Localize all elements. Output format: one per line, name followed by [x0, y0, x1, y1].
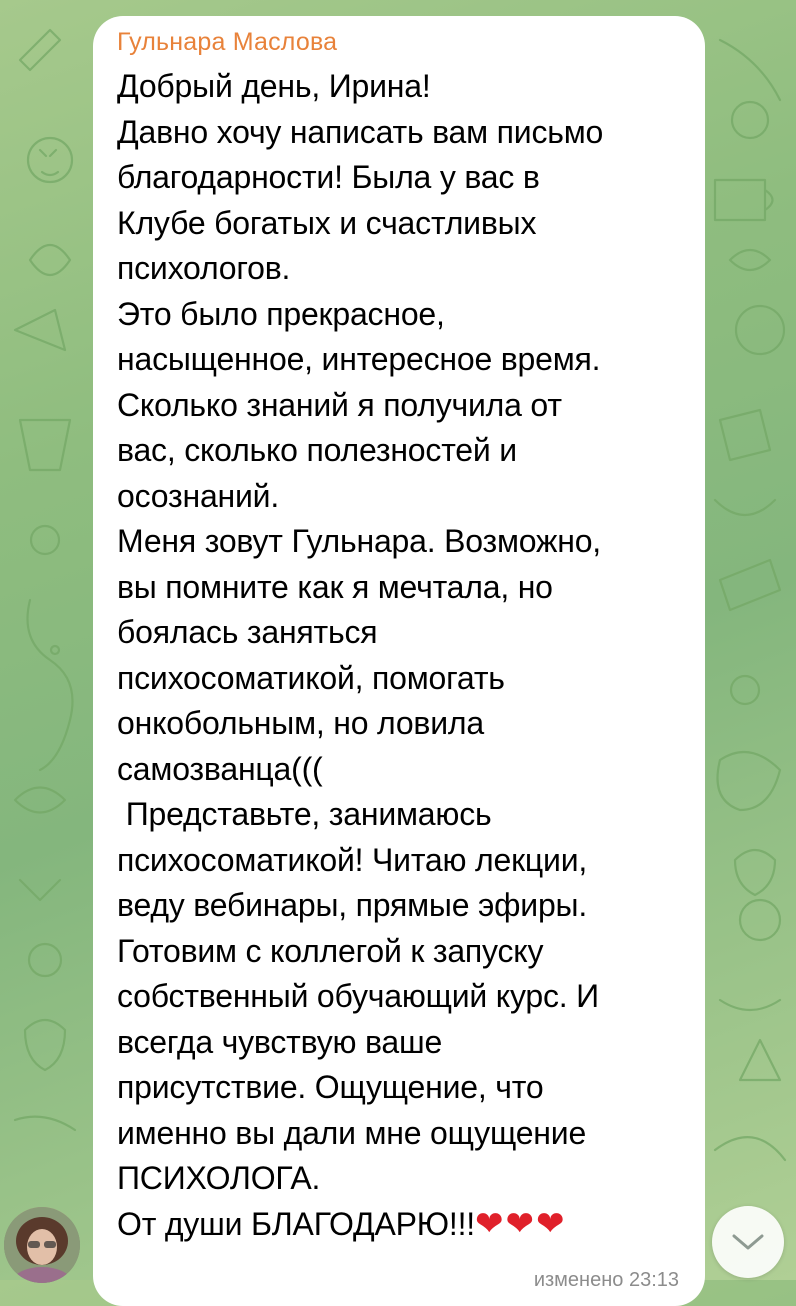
- message-line: психосоматикой, помогать: [117, 659, 505, 696]
- message-line: благодарности! Была у вас в: [117, 159, 540, 195]
- message-line: Готовим с коллегой к запуску: [117, 932, 544, 969]
- heart-emoji-icon: ❤❤❤: [474, 1204, 567, 1243]
- message-line: боялась заняться: [117, 614, 378, 650]
- chevron-down-icon: [731, 1232, 765, 1252]
- sender-avatar[interactable]: [4, 1207, 80, 1283]
- message-line: именно вы дали мне ощущение: [117, 1114, 587, 1151]
- message-line: собственный обучающий курс. И: [117, 978, 599, 1014]
- message-line: Это было прекрасное,: [117, 295, 445, 332]
- thanks-text: От души БЛАГОДАРЮ!!!: [117, 1205, 475, 1242]
- message-line: присутствие. Ощущение, что: [117, 1069, 544, 1105]
- message-line: Сколько знаний я получила от: [117, 386, 562, 423]
- message-line: Меня зовут Гульнара. Возможно,: [117, 523, 601, 559]
- message-line: насыщенное, интересное время.: [117, 341, 601, 377]
- message-line: Давно хочу написать вам письмо: [117, 113, 604, 150]
- message-line: Представьте, занимаюсь: [117, 796, 492, 832]
- message-last-line: [117, 1202, 685, 1248]
- message-line: онкобольным, но ловила: [117, 705, 484, 741]
- message-line: Клубе богатых и счастливых: [117, 204, 537, 241]
- message-line: Добрый день, Ирина!: [117, 68, 431, 104]
- message-line: психологов.: [117, 250, 291, 286]
- message-line: самозванца(((: [117, 750, 323, 787]
- message-line: психосоматикой! Читаю лекции,: [117, 841, 588, 878]
- message-text: [117, 64, 685, 1247]
- avatar-photo-icon: [4, 1207, 80, 1283]
- edited-timestamp: изменено 23:13: [533, 1269, 679, 1291]
- message-bubble[interactable]: [93, 16, 705, 1306]
- scroll-down-button[interactable]: [712, 1206, 784, 1278]
- message-line: вы помните как я мечтала, но: [117, 568, 553, 605]
- sender-name[interactable]: Гульнара Маслова: [117, 28, 338, 56]
- message-line: осознаний.: [117, 477, 280, 514]
- message-line: вас, сколько полезностей и: [117, 432, 517, 468]
- message-line: веду вебинары, прямые эфиры.: [117, 887, 588, 923]
- message-line: ПСИХОЛОГА.: [117, 1160, 321, 1196]
- message-line: всегда чувствую ваше: [117, 1023, 443, 1060]
